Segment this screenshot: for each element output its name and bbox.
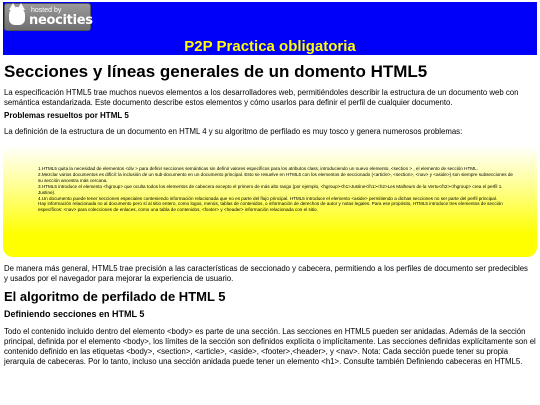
hosted-by-neocities-badge[interactable] (4, 3, 91, 31)
problems-heading: Problemas resueltos por HTML 5 (4, 111, 129, 120)
hosted-by-text: hosted by (31, 7, 62, 14)
page-title: Secciones y líneas generales de un domento HTML5 (4, 62, 428, 81)
neocities-brand: neocities (29, 13, 93, 28)
defining-sections-heading: Definiendo secciones en HTML 5 (4, 309, 145, 319)
defining-sections-paragraph: Todo el contenido incluido dentro del elemento <body> es parte de una sección. Las secciones en HTML5 pueden ser anidadas. Además de la sección principal, definida por el elemento <body>, los límites de la sección son definidos explícita o implícitamente. Las secciones definidas explícitamente son el contenido definido en las etiquetas <body>, <section>, <article>, <aside>, <footer>,<header>, y <nav>. Nota: Cada sección puede tener su propia jerarquía de cabeceras. Por lo tanto, incluso una sección anidada puede tener un elemento <h1>. Consulte también Definiendo cabeceras en HTML5. (4, 327, 536, 366)
intro-paragraph: La especificación HTML5 trae muchos nuevos elementos a los desarrolladores web, permitiéndoles describir la estructura de un documento web con semántica estandarizada. Este documento describe estos elementos y cómo usarlos para definir el perfil de cualquier documento. (4, 88, 519, 107)
banner-title: P2P Practica obligatoria (184, 38, 356, 55)
site-banner (3, 2, 537, 55)
list-item: 3.HTML5 introduce el elemento <hgroup> que oculta todos los elementos de cabecera excepto el primero de más alto rango (por ejemplo, <hgroup><h1>Justine</h1><h2>Les Malheurs de la Vertu</h2></hgroup> crea el perfil 1. Justine). (38, 183, 503, 195)
neocities-cat-icon (9, 7, 25, 25)
summary-paragraph: De manera más general, HTML5 trae precisión a las características de seccionado y cabecera, permitiendo a los perfiles de documento ser predecibles y usados por el navegador para mejorar la experiencia de usuario. (4, 264, 528, 283)
problems-list (38, 166, 518, 213)
algorithm-heading: El algoritmo de perfilado de HTML 5 (4, 289, 226, 304)
list-item: 4.Un documento puede tener secciones especiales conteniendo información relacionada que no es parte del flujo principal. HTML5 introduce el elemento <aside> permitiendo a dichas secciones no ser parte del perfil principal. (38, 195, 498, 201)
list-item: 2.Mezclar varios documentos es difícil: la inclusión de un sub-documento en un documento principal. Esto se resuelve en HTML5 con los elementos de seccionado (<article>, <section>, <nav> y <aside>) son siempre subsecciones de su sección ancestra más cercana. (38, 171, 513, 183)
list-item: Hay información relacionada no al documento pero sí al sitio entero, como logos, menús, tablas de contenidos, o información de derechos de autor y notas legales. Para ese propósito, HTML5 introduce tres elementos de sección específicos: <nav> para colecciones de enlaces, como una tabla de contenidos, <footer> y <header> información relacionada con el sitio. (38, 201, 503, 213)
problems-intro: La definición de la estructura de un documento en HTML 4 y su algoritmo de perfilado es muy tosco y genera numerosos problemas: (4, 127, 463, 136)
problems-box (3, 145, 537, 257)
list-item: 1.HTML5 quita la necesidad de elementos <div > para definir secciones semánticas sin definir valores específicos para los atributos class, introduciendo un nuevo elemento, <section > , el elemento de sección HTML. (38, 166, 478, 171)
